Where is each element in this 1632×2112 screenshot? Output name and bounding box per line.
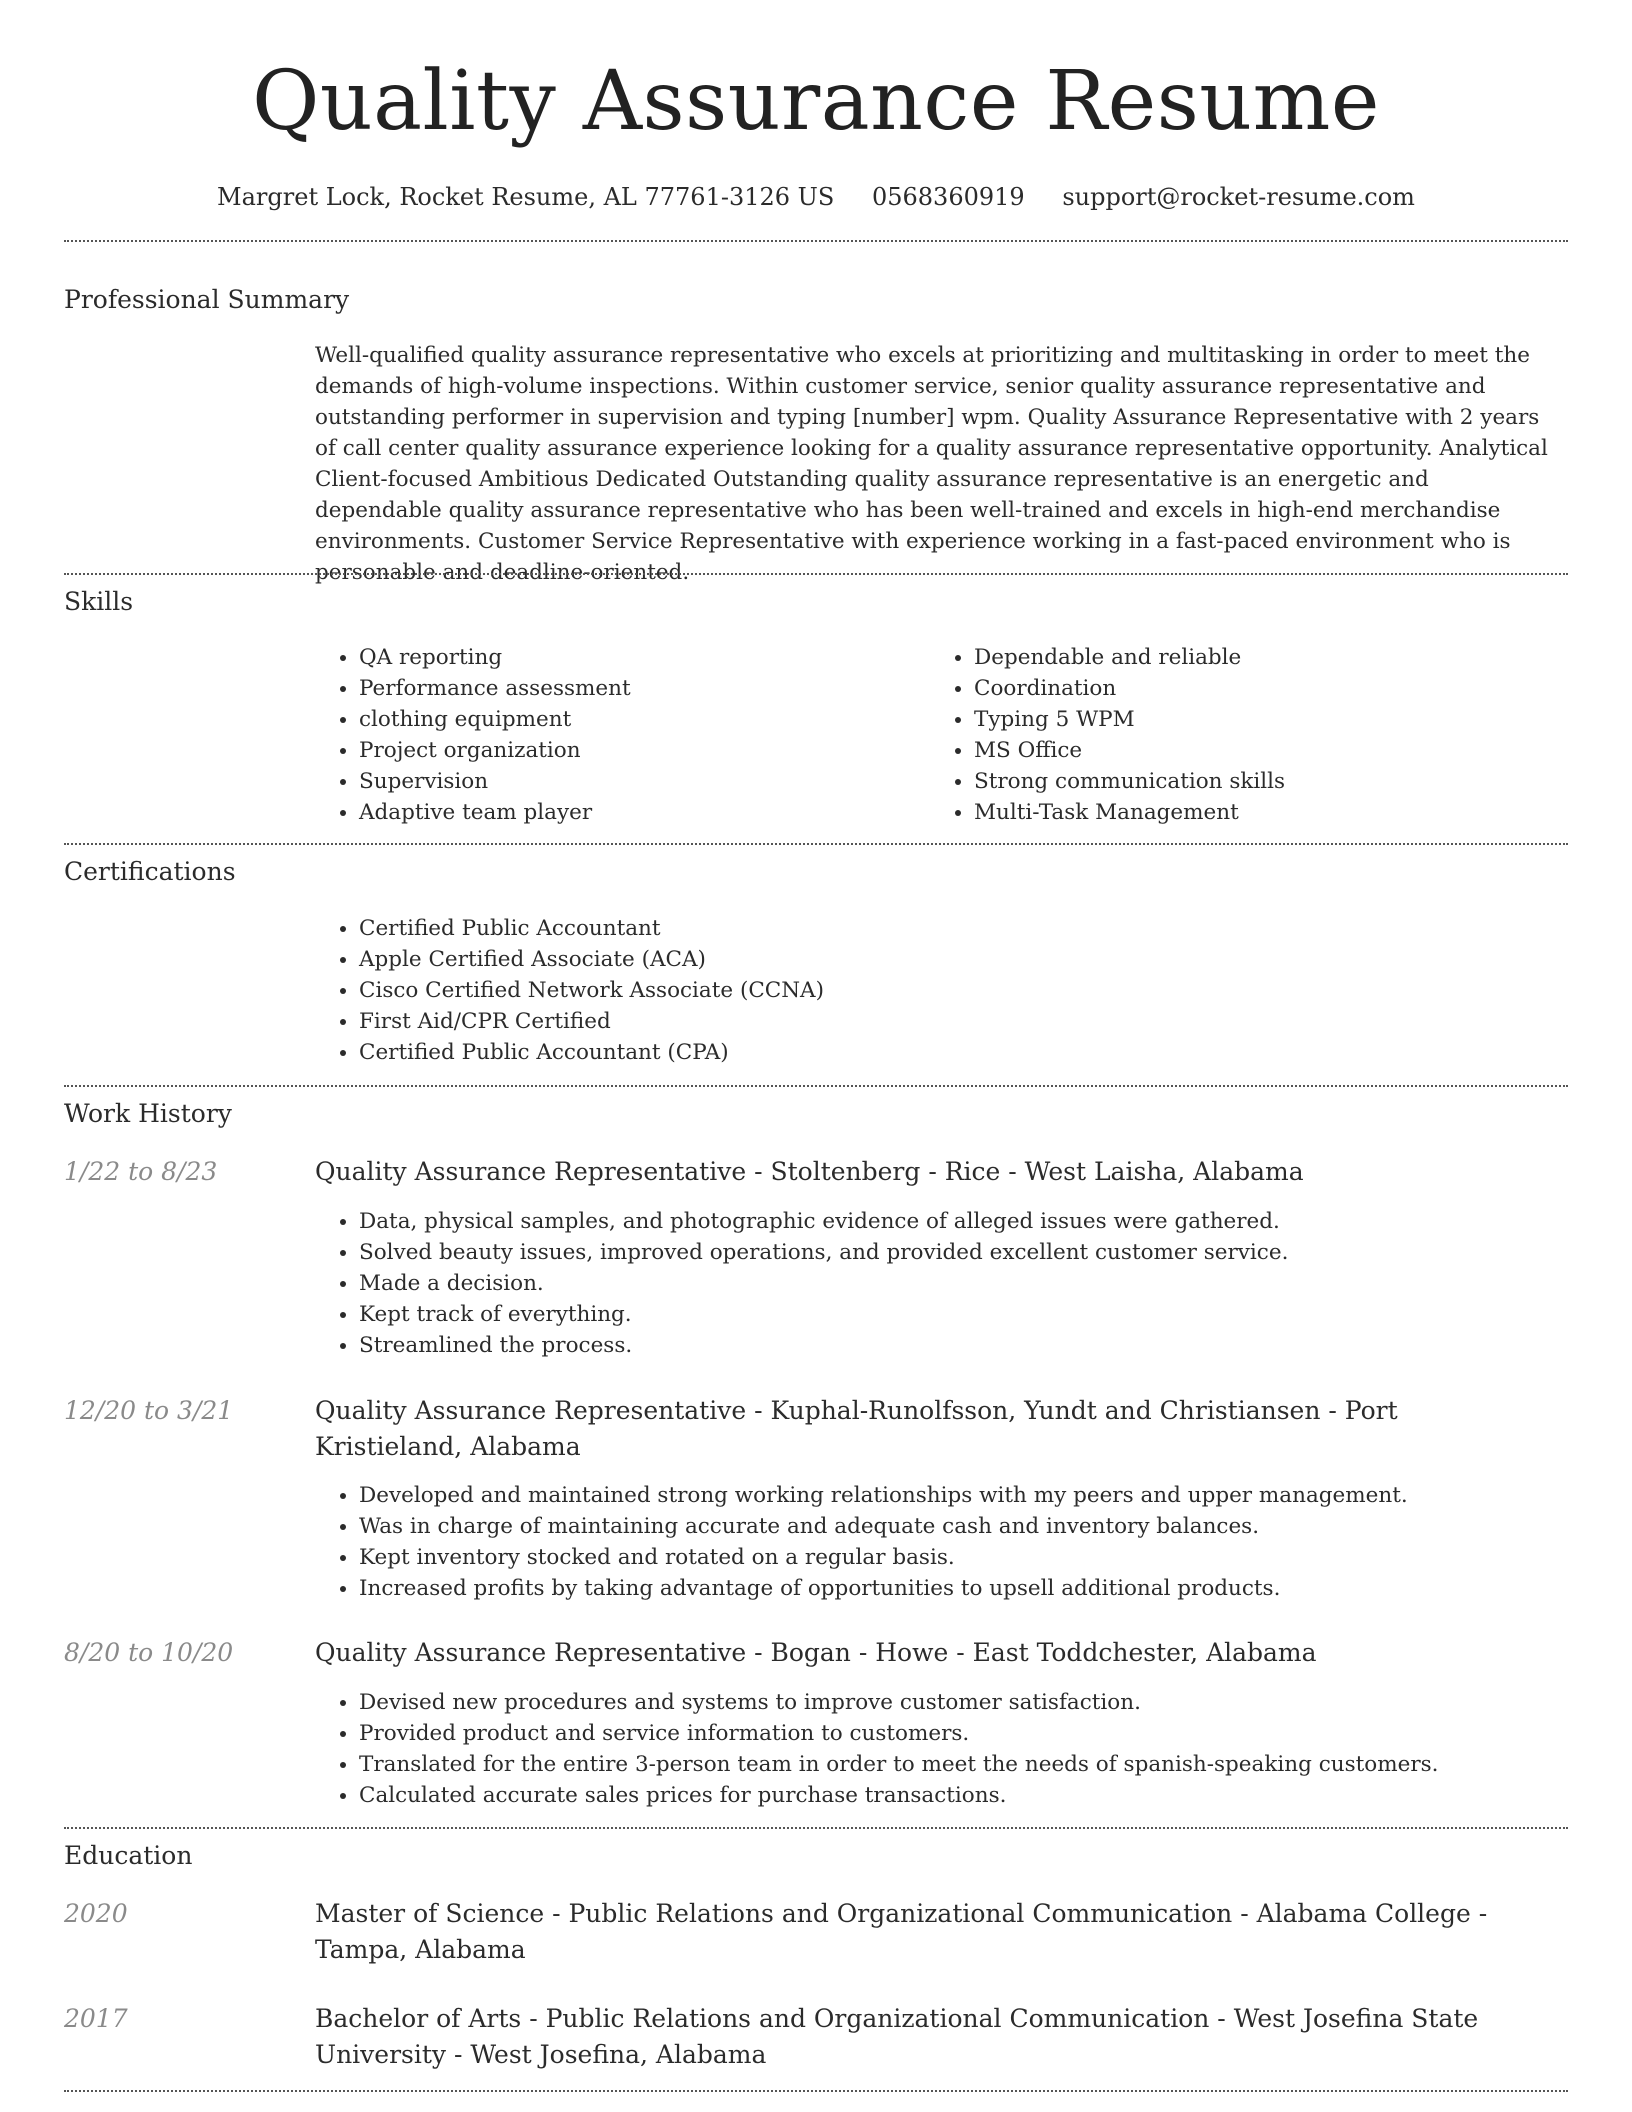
skill-item: • Project organization (359, 735, 919, 766)
job-bullet: • Was in charge of maintaining accurate and adequate cash and inventory balances. (359, 1511, 1599, 1542)
divider (64, 1085, 1568, 1087)
skills-list-left (315, 642, 919, 828)
skill-item: • Performance assessment (359, 673, 919, 704)
job-bullets (315, 1206, 1599, 1361)
skill-item: • QA reporting (359, 642, 919, 673)
contact-line (0, 182, 1632, 212)
section-title-certifications: Certifications (64, 857, 236, 886)
divider (64, 2090, 1568, 2092)
divider (64, 240, 1568, 242)
certification-item: • Certified Public Accountant (359, 913, 1559, 944)
job-bullet: • Devised new procedures and systems to improve customer satisfaction. (359, 1687, 1599, 1718)
job-bullet: • Calculated accurate sales prices for purchase transactions. (359, 1780, 1599, 1811)
contact-phone: 0568360919 (871, 183, 1025, 211)
job-date: 12/20 to 3/21 (64, 1396, 234, 1425)
job-date: 1/22 to 8/23 (64, 1157, 218, 1186)
skill-item: • Dependable and reliable (974, 642, 1574, 673)
skill-item: • Supervision (359, 766, 919, 797)
skills-list-right (930, 642, 1574, 828)
divider (64, 573, 1568, 575)
skill-item: • Typing 5 WPM (974, 704, 1574, 735)
skill-item: • Strong communication skills (974, 766, 1574, 797)
education-title: Master of Science - Public Relations and Organizational Communication - Alabama College - Tampa, Alabama (315, 1899, 1488, 1964)
job-bullet: • Provided product and service information to customers. (359, 1718, 1599, 1749)
section-title-summary: Professional Summary (64, 285, 350, 314)
certification-item: • Cisco Certified Network Associate (CCNA) (359, 975, 1559, 1006)
job-bullet: • Kept inventory stocked and rotated on a regular basis. (359, 1542, 1599, 1573)
skill-item: • Adaptive team player (359, 797, 919, 828)
job-bullet: • Kept track of everything. (359, 1299, 1599, 1330)
skill-item: • Multi-Task Management (974, 797, 1574, 828)
skill-item: • clothing equipment (359, 704, 919, 735)
job-bullet: • Made a decision. (359, 1268, 1599, 1299)
section-title-work-history: Work History (64, 1099, 232, 1128)
job-bullet: • Developed and maintained strong working relationships with my peers and upper management. (359, 1480, 1599, 1511)
certifications-list (315, 913, 1559, 1068)
certification-item: • First Aid/CPR Certified (359, 1006, 1559, 1037)
skill-item: • MS Office (974, 735, 1574, 766)
job-title: Quality Assurance Representative - Kuphal-Runolfsson, Yundt and Christiansen - Port Kristieland, Alabama (315, 1396, 1398, 1461)
job-bullets (315, 1480, 1599, 1604)
divider (64, 1827, 1568, 1829)
job-title: Quality Assurance Representative - Bogan - Howe - East Toddchester, Alabama (315, 1638, 1317, 1667)
job-bullet: • Solved beauty issues, improved operations, and provided excellent customer service. (359, 1237, 1599, 1268)
section-title-skills: Skills (64, 587, 134, 616)
section-title-education: Education (64, 1841, 193, 1870)
certification-item: • Certified Public Accountant (CPA) (359, 1037, 1559, 1068)
job-bullet: • Streamlined the process. (359, 1330, 1599, 1361)
job-bullet: • Translated for the entire 3-person team in order to meet the needs of spanish-speaking customers. (359, 1749, 1599, 1780)
contact-email: support@rocket-resume.com (1062, 183, 1415, 211)
education-title: Bachelor of Arts - Public Relations and Organizational Communication - West Josefina State University - West Josefina, Alabama (315, 2004, 1479, 2069)
summary-text: Well-qualified quality assurance representative who excels at prioritizing and multitasking in order to meet the demands of high-volume inspections. Within customer service, senior quality assurance representative and outstanding performer in supervision and typing [number] wpm. Quality Assurance Representative with 2 years of call center quality assurance experience looking for a quality assurance representative opportunity. Analytical Client-focused Ambitious Dedicated Outstanding quality assurance representative is an energetic and dependable quality assurance representative who has been well-trained and excels in high-end merchandise environments. Customer Service Representative with experience working in a fast-paced environment who is personable and deadline-oriented. (315, 343, 1548, 585)
skill-item: • Coordination (974, 673, 1574, 704)
job-bullets (315, 1687, 1599, 1811)
job-title: Quality Assurance Representative - Stoltenberg - Rice - West Laisha, Alabama (315, 1157, 1304, 1186)
resume-title: Quality Assurance Resume (252, 54, 1380, 149)
education-date: 2020 (64, 1899, 128, 1928)
certification-item: • Apple Certified Associate (ACA) (359, 944, 1559, 975)
job-date: 8/20 to 10/20 (64, 1638, 234, 1667)
education-date: 2017 (64, 2004, 128, 2033)
contact-address: Margret Lock, Rocket Resume, AL 77761-3126 US (217, 183, 835, 211)
job-bullet: • Data, physical samples, and photographic evidence of alleged issues were gathered. (359, 1206, 1599, 1237)
divider (64, 843, 1568, 845)
job-bullet: • Increased profits by taking advantage of opportunities to upsell additional products. (359, 1573, 1599, 1604)
